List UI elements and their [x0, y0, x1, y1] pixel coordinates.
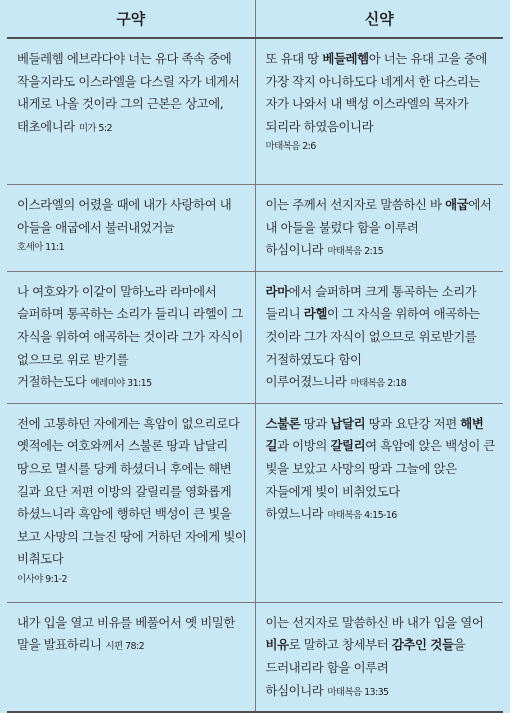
table-row	[7, 271, 503, 403]
verse-reference: 마태복음 13:35	[327, 686, 389, 698]
old-testament-cell	[7, 602, 255, 712]
verse-reference: 이사야 9:1-2	[17, 573, 67, 585]
header-row	[7, 0, 503, 38]
highlighted-word: 비유	[265, 637, 289, 653]
verse-reference: 미가 5:2	[78, 122, 112, 134]
verse-text: 을 드러내리라 함을 이루려 하심이니라	[265, 637, 466, 698]
old-testament-cell	[7, 403, 255, 602]
verse-text: 베들레헴 에브라다야 너는 유다 족속 중에 작을지라도 이스라엘을 다스릴 자가 네게서 내게로 나올 것이라 그의 근본은 상고에, 태초에니라	[17, 51, 240, 134]
new-testament-cell	[255, 185, 503, 272]
old-testament-cell	[7, 38, 255, 185]
highlighted-word: 납달리	[330, 415, 366, 431]
verse-reference: 마태복음 2:18	[350, 378, 407, 390]
verse-text: 에서 슬퍼하며 크게 통곡하는 소리가 들리니	[265, 283, 477, 322]
verse-text: 이스라엘의 어렸을 때에 내가 사랑하여 내 아들을 애굽에서 불러내었거늘	[17, 197, 232, 235]
verse-text: 이는 주께서 선지자로 말씀하신 바	[265, 197, 446, 212]
comparison-table	[7, 0, 503, 713]
verse-reference: 예레미야 31:15	[90, 378, 152, 390]
verse-text: 나 여호와가 이같이 말하노라 라마에서 슬퍼하며 통곡하는 소리가 들리니 라헬이 그 자식을 위하여 애곡하는 것이라 그가 자식이 없으므로 위로 받기를 거절하는도다	[17, 283, 243, 390]
new-testament-cell	[255, 602, 503, 712]
verse-text: 내가 입을 열고 비유를 베풀어서 옛 비밀한 말을 발표하리니	[17, 614, 235, 653]
new-testament-cell	[255, 403, 503, 602]
table-row	[7, 403, 503, 602]
highlighted-word: 라헬	[303, 306, 327, 322]
old-testament-cell	[7, 185, 255, 272]
verse-text: 이는 선지자로 말씀하신 바 내가 입을 열어	[265, 614, 484, 630]
highlighted-word: 감추인 것들	[391, 637, 454, 653]
highlighted-word: 베들레헴	[322, 51, 369, 66]
table-row	[7, 185, 503, 272]
verse-text: 여 흑암에 앉은 백성이 큰 빛을 보았고 사망의 땅과 그늘에 앉은 자들에게 빛이 비취었도다 하였느니라	[265, 438, 496, 522]
verse-reference: 마태복음 2:15	[327, 246, 384, 258]
highlighted-word: 애굽	[445, 197, 469, 212]
verse-reference: 마태복음 4:15-16	[327, 510, 397, 522]
new-testament-cell	[255, 271, 503, 403]
verse-text: 에서 내 아들을 불렀다 함을 이루려 하심이니라	[265, 197, 492, 258]
table-row	[7, 602, 503, 712]
verse-reference: 시편 78:2	[105, 641, 145, 653]
verse-text: 과 이방의	[277, 438, 331, 454]
table-row	[7, 38, 503, 185]
verse-text: 로 말하고 창세부터	[288, 637, 392, 653]
old-testament-cell	[7, 271, 255, 403]
highlighted-word: 라마	[265, 283, 289, 299]
verse-text: 아 너는 유대 고을 중에 가장 작지 아니하도다 네게서 한 다스리는 자가 나와서 내 백성 이스라엘의 목자가 되리라 하였음이니라	[265, 51, 487, 134]
new-testament-cell	[255, 38, 503, 185]
verse-reference: 마태복음 2:6	[265, 141, 316, 153]
new-testament-header: 신약	[255, 0, 503, 38]
verse-text: 땅과 요단강 저편	[365, 415, 461, 431]
verse-text: 땅과	[300, 415, 331, 431]
highlighted-word: 해변 길	[265, 415, 484, 454]
highlighted-word: 갈릴리	[330, 438, 366, 454]
verse-text: 또 유대 땅	[265, 51, 323, 66]
verse-text: 전에 고통하던 자에게는 흑암이 없으리로다 옛적에는 여호와께서 스불론 땅과 납달리 땅으로 멸시를 당케 하셨더니 후에는 해변 길과 요단 저편 이방의 갈릴리를 영화롭게 하셨느니라 흑암에 행하던 백성이 큰 빛을 보고 사망의 그늘진 땅에 거하던 자에게 빛이 비취도다	[17, 415, 247, 567]
old-testament-header: 구약	[7, 0, 255, 38]
highlighted-word: 스불론	[265, 415, 301, 431]
verse-reference: 호세아 11:1	[17, 242, 65, 254]
verse-text: 이 그 자식을 위하여 애곡하는 것이라 그가 자식이 없으므로 위로받기를 거절하였도다 함이 이루어졌느니라	[265, 306, 480, 390]
